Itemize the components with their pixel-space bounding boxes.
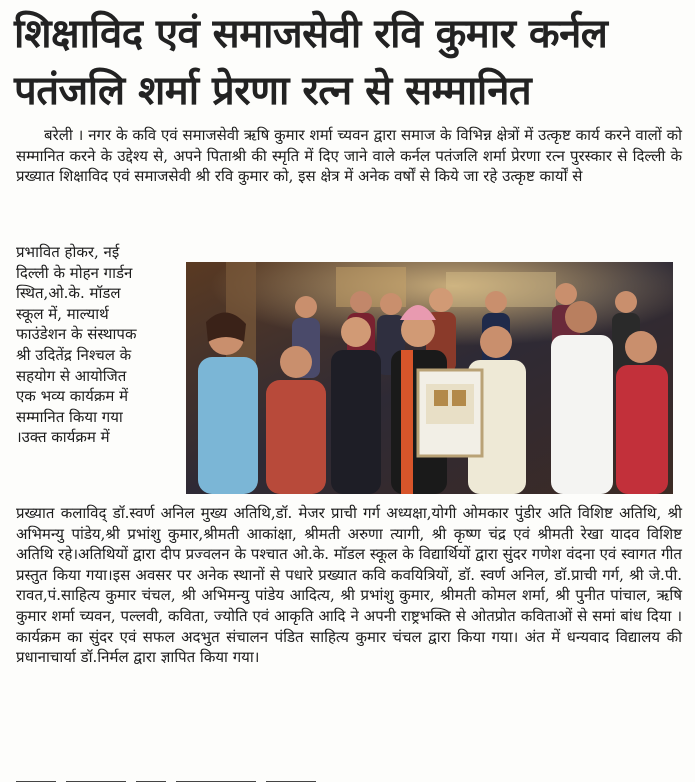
- headline-line-1: शिक्षाविद एवं समाजसेवी रवि कुमार कर्नल: [14, 11, 608, 57]
- ceremony-photo-image: [186, 262, 673, 494]
- side-line: एक भव्य कार्यक्रम में: [16, 387, 129, 406]
- side-line: सहयोग से आयोजित: [16, 366, 127, 385]
- side-line: स्कूल में, माल्यार्थ: [16, 304, 109, 323]
- ceremony-photo: [186, 262, 673, 494]
- rest-paragraph-block: [16, 503, 682, 668]
- side-line: स्थित,ओ.के. मॉडल: [16, 284, 121, 303]
- side-line: श्री उदितेंद्र निश्चल के: [16, 345, 132, 364]
- side-line: प्रभावित होकर, नई: [16, 243, 120, 261]
- side-column-text: [16, 242, 184, 448]
- side-line: ।उक्त कार्यक्रम में: [16, 428, 110, 447]
- rest-paragraph: प्रख्यात कलाविद् डॉ.स्वर्ण अनिल मुख्य अतिथि,डॉ. मेजर प्राची गर्ग अध्यक्षा,योगी ओमकार पुंडीर अति विशिष्ट अतिथि, श्री अभिमन्यु पांडेय,श्री प्रभांशु कुमार,श्रीमती आकांक्षा, श्रीमती अरुणा त्यागी, श्री कृष्ण चंद्र एवं श्रीमती रेखा यादव विशिष्ट अतिथि रहे।अतिथियों द्वारा दीप प्रज्वलन के पश्चात ओ.के. मॉडल स्कूल के विद्यार्थियों द्वारा सुंदर गणेश वंदना एवं स्वागत गीत प्रस्तुत किया गया।इस अवसर पर अनेक स्थानों से पधारे प्रख्यात कवि कवयित्रियों, डॉ. स्वर्ण अनिल, डॉ.प्राची गर्ग, श्री जे.पी. रावत,पं.साहित्य कुमार चंचल, श्री अभिमन्यु पांडेय आदित्य, श्री प्रभांशु कुमार, श्रीमती कोमल शर्मा, श्री पुनीत पांचाल, ऋषि कुमार शर्मा च्यवन, पल्लवी, कविता, ज्योति एवं आकृति आदि ने अपनी राष्ट्रभक्ति से ओतप्रोत कविताओं से समां बांध दिया ।कार्यक्रम का सुंदर एवं सफल अदभुत संचालन पंडित साहित्य कुमार चंचल द्वारा किया गया। अंत में धन्यवाद विद्यालय की प्रधानाचार्या डॉ.निर्मल द्वारा ज्ञापित किया गया।: [16, 504, 682, 667]
- headline: [14, 6, 684, 120]
- side-line: सम्मानित किया गया: [16, 407, 123, 426]
- headline-line-2: पतंजलि शर्मा प्रेरणा रत्न से सम्मानित: [14, 68, 532, 114]
- side-line: फाउंडेशन के संस्थापक: [16, 325, 137, 344]
- side-line: दिल्ली के मोहन गार्डन: [16, 263, 133, 282]
- intro-paragraph-block: [16, 125, 682, 187]
- intro-paragraph: बरेली । नगर के कवि एवं समाजसेवी ऋषि कुमार शर्मा च्यवन द्वारा समाज के विभिन्न क्षेत्रों में उत्कृष्ट कार्य करने वालों को सम्मानित करने के उद्देश्य से, अपने पिताश्री की स्मृति में दिए जाने वाले कर्नल पतंजलि शर्मा प्रेरणा रत्न पुरस्कार से दिल्ली के प्रख्यात शिक्षाविद एवं समाजसेवी श्री रवि कुमार को, इस क्षेत्र में अनेक वर्षों से किये जा रहे उत्कृष्ट कार्यों से: [16, 126, 682, 186]
- cut-off-next-line: [16, 770, 516, 782]
